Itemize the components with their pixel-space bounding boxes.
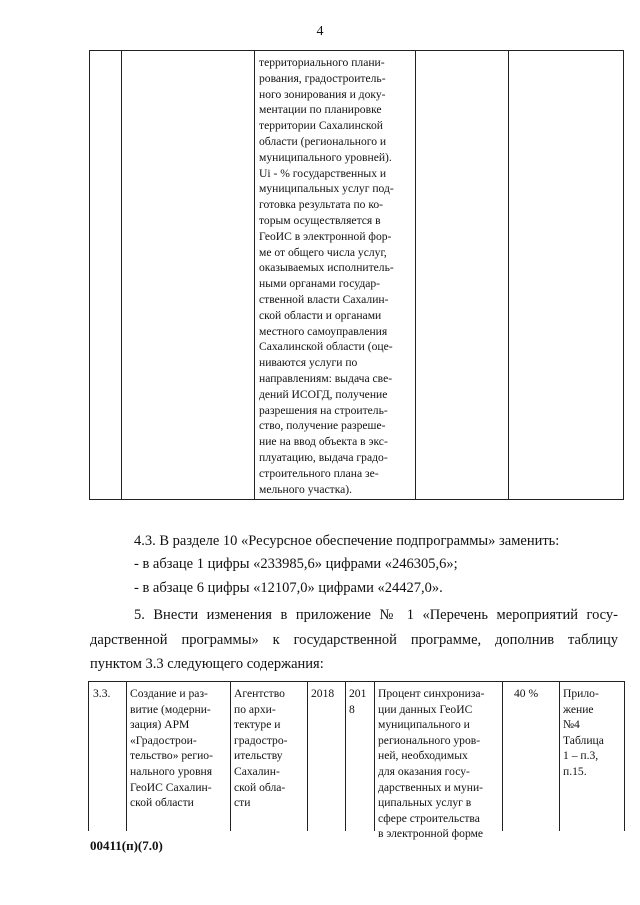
text-line: Прило- [563, 687, 599, 700]
paragraph-5-line1: 5. Внести изменения в приложение № 1 «Перечень мероприятий госу- [134, 607, 618, 623]
text-line: Процент синхрониза- [378, 687, 485, 700]
text-line: Создание и раз- [130, 687, 208, 700]
text-line: регионального уров- [378, 733, 481, 747]
table-divider [559, 682, 560, 831]
text-line: ние на ввод объекта в экс- [259, 435, 388, 449]
table-divider [126, 682, 127, 831]
text-line: тельство» регио- [130, 749, 213, 763]
text-line: Сахалинской области (оце- [259, 340, 393, 354]
text-line: ниваются услуги по [259, 356, 358, 370]
text-line: нального уровня [130, 764, 213, 778]
text-line: в электронной форме [378, 827, 484, 841]
appendix-cell [563, 686, 604, 780]
text-line: жение [563, 702, 594, 716]
text-line: муниципального уровней). [259, 150, 392, 164]
table-divider [374, 682, 375, 831]
text-line: мельного участка). [259, 482, 353, 496]
paragraph-5-line3: пунктом 3.3 следующего содержания: [90, 656, 324, 672]
text-line: торым осуществляется в [259, 213, 381, 227]
indicator-description-cell [259, 55, 411, 497]
text-line: ней, необходимых [378, 749, 468, 763]
text-line: по архи- [234, 702, 276, 716]
text-line: ГеоИС Сахалин- [130, 780, 212, 794]
table-divider [121, 51, 122, 499]
table-divider [415, 51, 416, 499]
document-code: 00411(п)(7.0) [90, 838, 163, 853]
text-line: ме от общего числа услуг, [259, 245, 387, 259]
text-line: 1 – п.3, [563, 749, 599, 763]
text-line: ципальных услуг в [378, 796, 472, 810]
start-year-cell: 2018 [311, 687, 335, 700]
row-number-cell: 3.3. [93, 687, 111, 700]
text-line: муниципального и [378, 718, 470, 732]
table-divider [254, 51, 255, 499]
end-year-cell [349, 686, 366, 717]
text-line: градостро- [234, 733, 288, 747]
text-line: ментации по планировке [259, 103, 382, 117]
text-line: Сахалин- [234, 764, 280, 778]
activity-name-cell [130, 686, 213, 811]
paragraph-abzac-6: - в абзаце 6 цифры «12107,0» цифрами «24427,0». [134, 580, 443, 596]
table-divider [307, 682, 308, 831]
text-line: оказываемых исполнитель- [259, 261, 394, 275]
text-line: ительству [234, 749, 283, 763]
paragraph-abzac-1: - в абзаце 1 цифры «233985,6» цифрами «246305,6»; [134, 556, 458, 572]
text-line: муниципальных услуг под- [259, 182, 394, 196]
text-line: дений ИСОГД, получение [259, 387, 388, 401]
text-line: зация) АРМ [130, 718, 190, 732]
text-line: ными органами государ- [259, 277, 381, 291]
text-line: рования, градостроитель- [259, 71, 386, 85]
text-line: разрешения на строитель- [259, 403, 388, 417]
page-number: 4 [316, 24, 324, 39]
text-line: ственной власти Сахалин- [259, 292, 389, 306]
table-divider [345, 682, 346, 831]
indicator-cell [378, 686, 484, 842]
paragraph-4-3: 4.3. В разделе 10 «Ресурсное обеспечение подпрограммы» заменить: [134, 533, 560, 549]
text-line: витие (модерни- [130, 702, 211, 716]
text-line: ции данных ГеоИС [378, 702, 473, 716]
text-line: территории Сахалинской [259, 119, 383, 133]
text-line: плуатацию, выдача градо- [259, 450, 388, 464]
text-line: Таблица [563, 733, 604, 747]
text-line: 8 [349, 702, 355, 716]
text-line: ного зонирования и доку- [259, 87, 386, 101]
executor-cell [234, 686, 288, 811]
text-line: ской области и органами [259, 308, 382, 322]
table-divider [502, 682, 503, 831]
text-line: направлениям: выдача све- [259, 371, 393, 385]
paragraph-5-line2: дарственной программы» к государственной программе, дополнив таблицу [90, 632, 618, 648]
text-line: строительного плана зе- [259, 466, 379, 480]
text-line: области (регионального и [259, 134, 387, 148]
text-line: сти [234, 796, 251, 810]
text-line: ской обла- [234, 780, 286, 794]
text-line: ГеоИС в электронной фор- [259, 229, 392, 243]
target-value-cell: 40 % [514, 687, 539, 700]
text-line: ство, получение разреше- [259, 419, 386, 433]
text-line: территориального плани- [259, 56, 385, 69]
text-line: местного самоуправления [259, 324, 388, 338]
text-line: для оказания госу- [378, 764, 470, 778]
text-line: тектуре и [234, 718, 281, 732]
text-line: сфере строительства [378, 811, 480, 825]
text-line: «Градострои- [130, 733, 197, 747]
text-line: Агентство [234, 687, 285, 700]
table-divider [230, 682, 231, 831]
text-line: ской области [130, 796, 194, 810]
table-divider [508, 51, 509, 499]
text-line: п.15. [563, 764, 587, 778]
text-line: готовка результата по ко- [259, 198, 384, 212]
text-line: дарственных и муни- [378, 780, 484, 794]
text-line: Ui - % государственных и [259, 166, 387, 180]
text-line: 201 [349, 687, 367, 700]
text-line: №4 [563, 718, 580, 732]
